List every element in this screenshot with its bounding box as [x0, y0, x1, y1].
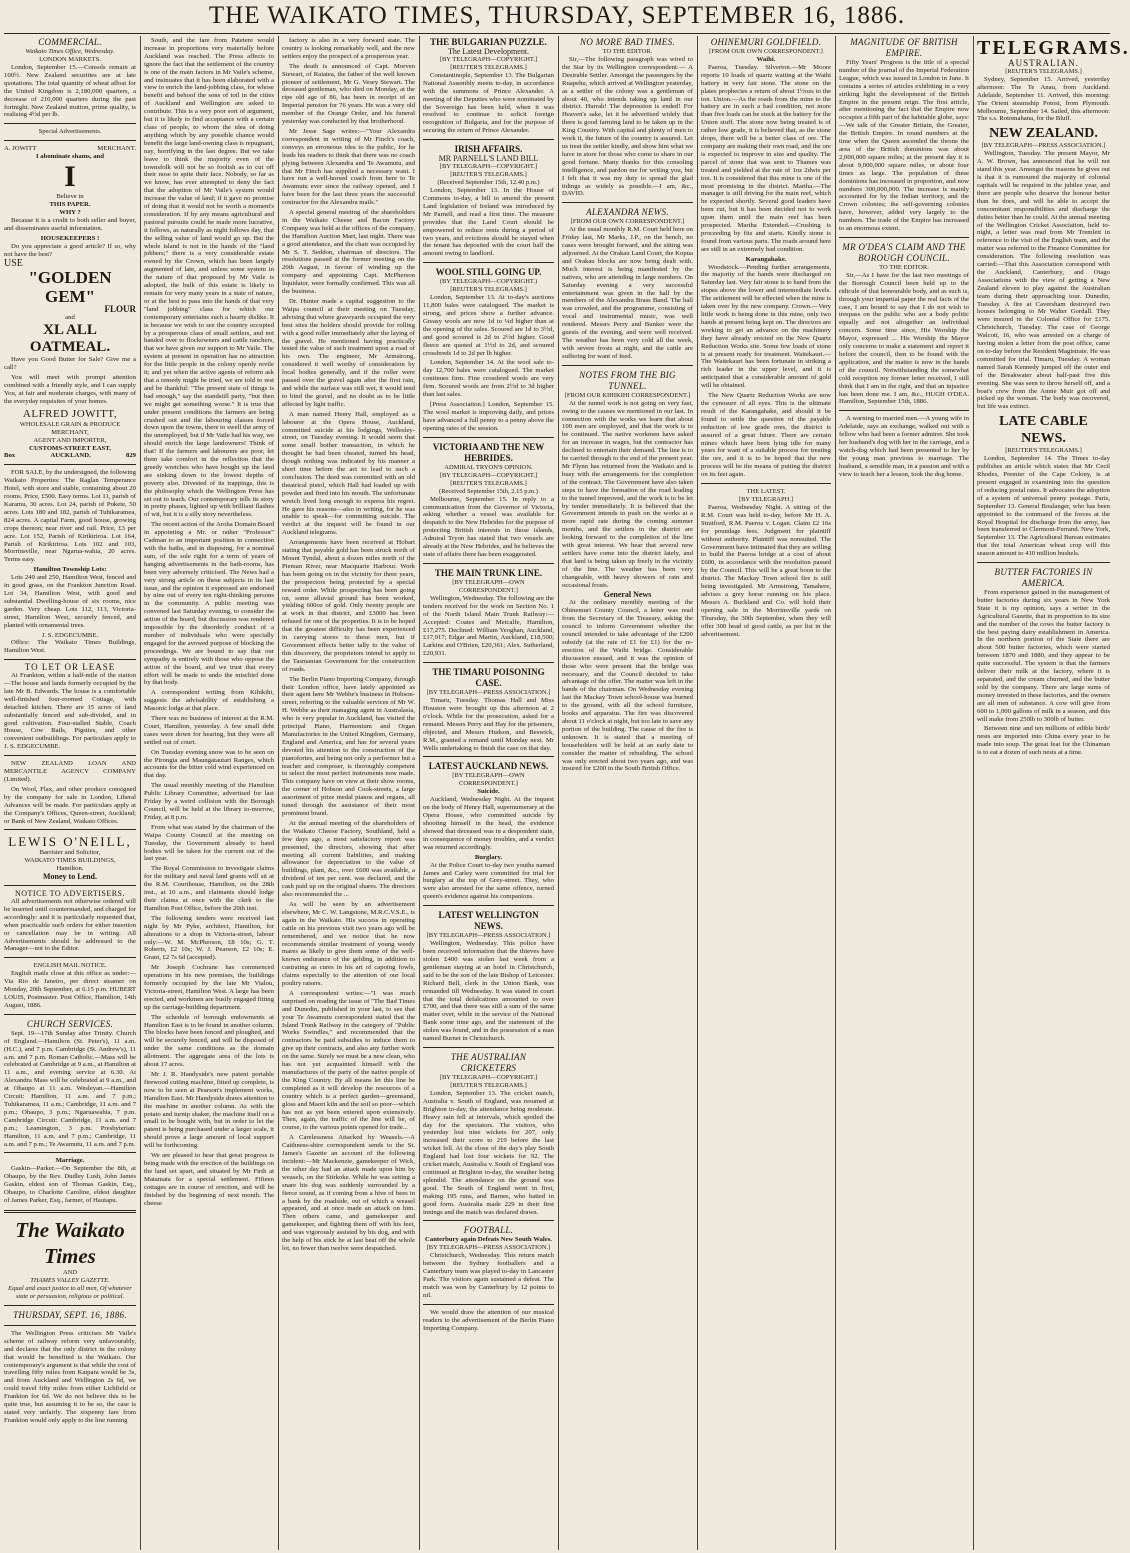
- divider: [4, 829, 136, 830]
- jesse-sage-letter: Mr Jesse Sage writes:—"Your Alexandra correspondent in writing of Mr Finch's coach, conveys an erroneous idea to the public, for he leads his readers to think that there was no coach plying between Alexandra and Te Awamutu, and that Mr Finch has supplied a necessary want. I have run a well-horsed coach from here to Te Awamutu ever since the railway opened, and I have been for the last three years the successful contractor for the Alexandra mails.": [282, 127, 415, 207]
- irish-heading: IRISH AFFAIRS.: [454, 144, 523, 155]
- customs-street: CUSTOMS-STREET EAST,: [29, 444, 111, 452]
- weasels-story: A Carelessness Attacked by Weasels.—A Caithness-shire correspondent sends to the St. James's Gazette an account of the following incident:—Mr Mackenzie, gamekeeper of Wick, the other day had an attack made upon him by weasels, on the Stirkoke. While he was setting a snare his dog was suddenly surrounded by a fierce sound, as if coming from a hive of bees in a bank by the roadside, out of which a weasel appeared, and at once made an attack on him. Then others came, and gamekeeper and gamekeeper, and fighting them off with his feet, and was vigorously assisted by his dog, and with the help of his stick he at last beat off the whole lot, no fewer than twelve were despatched.: [282, 1134, 415, 1252]
- why: WHY ?: [59, 208, 81, 216]
- late-cable-text: London, September 14. The Times to-day publishes an article which states that Mr Cecil Rhodes, Premier of the Cape Colony, is at present engaged in examining into the question of reducing postal rates. It advocates the adoption of a system of universal penny postage. Paris, September 13. General Boulanger, who has been appointed to the command of the forces at the Royal Hospital for discharge from the army, has been transferred to Clermont-Ferrand. New York, September 13. The Agricultural Bureau estimates that the total American wheat crop will this season amount to 410 million bushels.: [977, 455, 1110, 558]
- trunk-railway-letter: A correspondent writes:—"I was much surprised on reading the issue of "The Bad Times and Dunedin, published in your last, to see that your Te Awamutu correspondent stated that the Island Trunk Railway in the category of "Public Works Swindles," and recommended that the contractors be paid subsidies to induce them to give up their contracts, and also any further work on the same. Surely we must be a new clean, who has not yet acquainted himself with the manufactures of the party of the native people of the King Country. By all means let this line be completed as it will develop the resources of a country which is a perfect garden—greensand, gloss and Maori kiln and the soil so poor—which has not as yet been entered upon extensively. Then, again, the traffic of the line will be, of course, to the various points opened for trade...: [282, 989, 415, 1132]
- wool-by: (BY TELEGRAPH—COPYRIGHT.): [439, 278, 538, 286]
- bulgarian-by: [BY TELEGRAPH—COPYRIGHT.]: [439, 55, 538, 63]
- nz-text: Wellington, Tuesday. The present Mayor, Mr A. W. Brown, has announced that he will not stand this year. Amongst the reasons he gives out is that it is rumoured the majority of colonial capitals will be required in the jubilee year, and there are people who deserve the honour better than he does, and will be able to accept the concomitant responsibilities and discharge the duties better than he could. At the annual meeting of the Wellington Cricket Association, held to-night, a letter was read from Mr Tremlett in reference to the visit of the English team, and the matter was referred to the Finance Committee for consideration. The following resolution was carried:—That this Association correspond with the Auckland, Canterbury, and Otago Associations with the view of getting a New Zealand eleven to play against the Australian team during their approaching tour. Dunedin, Tuesday. A fire at Caversham destroyed two houses belonging to Mr Walter Gordall. They were insured in the Colonial Office for £175. Christchurch, Tuesday. The case of George Walcott, 16, who was arrested on a charge of having stolen a letter from the post office, came on to-day before the Resident Magistrate. He was committed for trial. Timaru, Tuesday. A woman named Sarah Kennedy jumped off the outer end of the Breakwater about half-past five this evening. She was seen to throw herself off, and a boat's crew from the Annie Muir got off and picked up the woman. The body was recovered, but life was extinct.: [977, 150, 1110, 411]
- cochrane: Mr Joseph Cochrane has commenced operations in his new premises, the buildings formerly occupied by the late Mr Vialou, Victoria-street, Hamilton West. A large has been erected, and workmen are busily engaged fitting up the carriage-building department.: [144, 964, 274, 1011]
- cheese-annual-meeting: At the annual meeting of the shareholders of the Waikato Cheese Factory, Southland, held a few days ago, a most satisfactory report was presented, the directors, showing that after meeting all current liabilities, and making allowance for depreciation to the value of buildings, plant, &c., over £600 was available, a dividend of ten per cent. was declared, and the cash paid up on the original shares. The directors also recommended the ...: [282, 819, 415, 899]
- alexandra-heading: ALEXANDRA NEWS.: [586, 207, 669, 218]
- odea-heading: MR O'DEA'S CLAIM AND THE BOROUGH COUNCIL.: [842, 241, 966, 263]
- column-7: [839, 37, 969, 1549]
- notes-by: [FROM OUR KIHIKIHI CORRESPONDENT.]: [564, 391, 691, 399]
- divider: [423, 662, 554, 663]
- waipa-council: From what was stated by the chairman of the Waipa County Council at the meeting on Tuesday, the Government already to hand bodies will be taken for the current out of the last year.: [144, 823, 274, 863]
- divider: [423, 756, 554, 757]
- divider: [4, 1325, 136, 1326]
- housekeepers: HOUSEKEEPERS !: [40, 234, 100, 242]
- cricket-by: [BY TELEGRAPH—COPYRIGHT.]: [439, 1073, 538, 1081]
- cricket-text: London, September 13. The cricket match, Australia v. South of England, was resumed at Brighton to-day, the attendance being moderate. Heavy rain fell at intervals, which spoiled the day for the spectators. The visitors, who yesterday lost nine wickets for 207, only increased their score to 219 before the last wicket fell. At the close of the day's play South England had lost four wickets for 92. The cricket match, Australia v. South of England was continued at Brighton to-day, the weather being splendid. The attendance on the ground was good. The South of England went in first, making 195 runs, and Barnes, who batted in good form. Australia made 229 in their first innings and the match was declared drawn.: [423, 1089, 554, 1216]
- football-by: [BY TELEGRAPH—PRESS ASSOCIATION.]: [426, 1244, 551, 1252]
- column-rule: [558, 36, 559, 1550]
- mail-heading: ENGLISH MAIL NOTICE.: [33, 962, 107, 970]
- late-cable-agency: [REUTER'S TELEGRAMS.]: [1005, 447, 1082, 455]
- tryon-text: Melbourne, September 15. In reply to a communication from the Governor of Victoria, asking whether a vessel was available for despatch to the New Hebrides for the purpose of protecting British interests in those islands, Admiral Tryon has stated that two vessels are already at the New Hebrides, and he believes the state of affairs there has been exaggerated.: [423, 495, 554, 558]
- box-number: 829: [125, 452, 136, 460]
- parnell-received: (Received September 15th, 12.40 p.m.): [437, 179, 540, 187]
- divider: [4, 123, 136, 124]
- divider: [423, 139, 554, 140]
- aroha-domain: The recent action of the Aroha Domain Board in appointing a Mr. or rather "Professor" Cadman to an important position in connection with the baths, and in disposing, for a nominal sum, of the sole right for a term of years of hanging advertisements in the bath-rooms, has been very adversely criticised. The News had a very strong article on these subjects in its last issue, and the opinion it expressed are endorsed by nine out of every ten right-thinking persons in the community. A public meeting was convened last Saturday evening, to consider the action of the board, but discussion was rendered impossible by the disorderly conduct of a number of individuals who were specially engaged for the avowed purpose of blocking the proceedings. We are bound to say that our sympathy is entirely with those who oppose the action of the board, and we trust that every effort will be made to undo the mischief done by that body.: [144, 521, 274, 687]
- butter-factories-heading: BUTTER FACTORIES IN AMERICA.: [994, 567, 1093, 589]
- column-6: [701, 37, 831, 1549]
- australian-heading: AUSTRALIAN.: [1008, 58, 1079, 68]
- divider: [4, 1210, 136, 1213]
- masthead-title: THE WAIKATO TIMES, THURSDAY, SEPTEMBER 16, 1886.: [208, 2, 906, 29]
- divider: [423, 1220, 554, 1221]
- column-2: [144, 37, 274, 1549]
- masthead-rule: [4, 33, 1110, 34]
- paper-name: The Waikato Times: [15, 1217, 125, 1268]
- wool-text-3: [Press Association.] London, September 15. The wool market is improving daily, and prices have advanced a full penny to a penny above the opening rates of the session.: [423, 401, 554, 432]
- odea-text: Sir,—As I have for the last two meetings of the Borough Council been held up to the ridicule of that honourable body, and as such is, through your impartial paper the real facts of the case, I am bound to say that I do not wish to trespass on the public who are a body politic equally and not altogether an individual concern. Some time since, His Worship the Mayor, expressed ... His Worship the Mayor only concerns to make a statement and report it before the council, then to be found with the application, and the matter is now in the hands of the council. Notwithstanding the somewhat cold reception my former letter received, I still think that I am in the right, and that an injustice has been done me. I am, &c., HUGH O'DEA. Hamilton, September 15th, 1886.: [839, 271, 969, 406]
- warning-text: A warning to married men.—A young wife in Adelaide, says an exchange, walked out with a fellow who had been a former admirer. She took her husband's dog with her in the carriage, and a watch-dog which had been presented to her by the young man previous to marriage. The husband, a sensible man, in a passion and with a view to teach her a lesson, took the dog home.: [839, 415, 969, 478]
- timaru-text: Timaru, Tuesday. Thomas Hall and Miss Houston were brought up this afternoon at 2 o'clock. While for the prosecution, asked for a remand. Messrs Perry and Hay for the prisoners, objected, and Messrs Hudson, and Beswick, R.M., granted a remand until Monday next. Mr Wells undertaking to finish the case on that day.: [423, 697, 554, 752]
- this-paper: THIS PAPER.: [49, 201, 91, 209]
- general-heading: General News: [603, 590, 652, 600]
- hamilton-lots-text: Lots 249 and 250, Hamilton West, fenced and in good grass, on the Frankton Junction Road. Lot 34, Hamilton West, with good and substantial Dwelling-house of six rooms, nice garden. Very cheap. Lots 112, 113, Victoria-street, Hamilton West, securely fenced, and planted with ornamental trees.: [4, 574, 136, 629]
- timaru-heading: THE TIMARU POISONING CASE.: [432, 667, 545, 689]
- jowitt-line: I abominate shams, and: [35, 153, 104, 161]
- lewis-oneill: LEWIS O'NEILL,: [8, 834, 132, 850]
- ohinemuri-by: [FROM OUR OWN CORRESPONDENT.]: [709, 48, 823, 55]
- magnitude-heading: MAGNITUDE OF BRITISH EMPIRE.: [850, 37, 958, 58]
- latest-by: [BY TELEGRAPH.]: [738, 496, 794, 504]
- kihikihi-lodge: A correspondent writing from Kihikihi, suggests the advisability of establishing a Masonic lodge at that place.: [144, 689, 274, 713]
- divider: [423, 1047, 554, 1048]
- suicide-text: Auckland, Wednesday Night. At the inquest on the body of Henry Hall, supernumerary at the Opera House, who committed suicide by shooting himself in the head, the evidence showed that deceased was in a despondent state, in consequence of money troubles, and a verdict was returned accordingly.: [423, 796, 554, 851]
- flour-label: FLOUR: [104, 304, 136, 315]
- jowitt-name: A. JOWITT: [4, 145, 37, 153]
- magnitude-text: Fifty Years' Progress is the title of a special number of the journal of the Imperial Federation League, which was issued in London in June. It contains a series of articles exhibiting in a very striking light the development of the British Empire in the present reign. The first article, after mentioning the fact that the Empire now occupies a fifth part of the habitable globe, says:—We talk of the Greater Britain, the Greater, the British Empire. In round numbers at the time when the Queen ascended the throne the area of the British dominions was about 2,000,000 square miles; at the present day it is about 9,000,000 square miles, or about four times as large. The population of these dominions has increased in proportion, and now numbers 300,000,000. The increase is mainly accounted for by the Indian territory, and the Crown colonies; the self-governing colonies have, however, added very largely to the numbers. The trade of the Empire has increased to an enormous extent.: [839, 59, 969, 233]
- trunk-by: [BY TELEGRAPH—OWN CORRESPONDENT.]: [452, 578, 525, 594]
- wellington-text: Wellington, Wednesday. This police have been received information that the thieves have stolen £400 was stolen last week from a gentleman staying at an hotel in Christchurch, said to be the son of the late Bishop of Leicester. Richard Bell, clerk in the Union Bank, was remanded till Wednesday. It was stated in court that the total defalcations amounted to over £700, and that there was still a sum of the same matter over, while in the service of the National Bank some time ago, and the statement of the stolen was found, and in the possession of a man named Burnet in Christchurch.: [423, 940, 554, 1043]
- divider: [4, 140, 136, 141]
- commercial-dateline: Waikato Times Office, Wednesday.: [25, 48, 115, 55]
- timaru-by: [BY TELEGRAPH—PRESS ASSOCIATION.]: [426, 689, 551, 697]
- burglary-sub: Burglary.: [474, 853, 503, 861]
- editorial-text: The Wellington Press criticises Mr Vaile's scheme of railway reform very unfavourably, and declares that the only district in the colony that would be benefited is the Waikato. Our contemporary's argument is that while the cost of travelling fifty miles from Kaipara would be 3s, and from Auckland and Wellington 2s 6d, we could travel fifty miles from either Lichfield or Frankton for 6d. We do not believe this to be quite true, but assuming it to be so, the case is stated very unfairly. The sixpenny fare from Frankton would only apply to the line running: [4, 1329, 136, 1424]
- to-let-heading: TO LET OR LEASE: [24, 662, 116, 673]
- box-line: [4, 452, 136, 460]
- waihi-sub: Waihi.: [756, 56, 776, 63]
- column-rule: [973, 36, 974, 1550]
- divider: [839, 410, 969, 411]
- borough-endowments: The schedule of borough endowments at Hamilton East is to be found in another column. The blocks have been fenced and ploughed, and will be securely fenced, and will be disposed of under the same conditions as the domain allotment. The aggregate area of the lots is about 17 acres.: [144, 1013, 274, 1069]
- divider: [977, 562, 1110, 563]
- nz-loan-text: On Wool, Flax, and other produce consigned by the company for sale in London, Liberal Advances will be made. For particulars apply at the Company's Offices, Queen-street, Auckland; or Bank of New Zealand, Waikato Offices.: [4, 785, 136, 825]
- marriage-heading: Marriage.: [55, 1157, 85, 1165]
- special-meeting: A special general meeting of the shareholders in the Waikato Cheese and Bacon Factory Company was held at the offices of the company, the Hamilton Auction Mart, last night. There was a good attendance, and the chair was occupied by Mr S. T. Seddon, chairman of directors. The resolutions passed at the former meeting on the 20th August, in favour of winding up the company and appointing Capt. McPherson liquidator, were formally confirmed. This was all the business.: [282, 209, 415, 296]
- edgecumbe-sig: J. S. EDGECUMBE.: [41, 631, 99, 639]
- nz-heading: NEW ZEALAND.: [989, 126, 1098, 142]
- no-more-text: Sir,—The following paragraph was wired to the Star by its Wellington correspondent:— A Desirable Settler. Amongst the passengers by the Ruapehu, which arrived at Wellington yesterday, as a settler of the colony was a gentleman of about 40, who intends taking up land in our district. Hurrah! The depression is ended! For Heaven's sake, let it be advertised widely that there is good farming land to be taken up in the King Country. With capital and plenty of men to work it, the future of the country is assured. Let us treat the settler kindly, and show him what we have in store for those who come to share in our good fortune. Many thanks for this consoling intelligence, and pardon me for writing you, but I felt that it was my duty to spread the glad tidings as widely as possible.—I am, &c., DAVID.: [562, 56, 693, 198]
- waihi-text: Paeroa, Tuesday. Silverton.—Mr Moore reports 10 loads of quartz waiting at the Waihi battery in very fair stone. The stone on the plates prophecies a return of about 1½ozs to the ton. Union.—As the roads from the mine to the battery are in such a bad condition, not more than five loads can be stuck at the battery for the Union stuff. The stone now being treated is of rather low grade, it is believed that, as the stone drops, there will be a better class of ore. The company are making their own road, and the ore is expected to improve in size and quality. The parcel of stone that was sent to Thames was treated and yielded at the rate of 1oz 2dwts per ton. It is considered that this mine is one of the most promising in the district. Martha.—The manager is still driving for the main reef, which he expected shortly. Several good leaders have been cut, but it has been decided not to work upon them until the main reef has been prospected. Martha Extended.—Crushing is proceeding by fits and starts. Kindly stone is found from various parts. The roads around here are still in an extremely bad condition.: [701, 63, 831, 253]
- no-more-heading: NO MORE BAD TIMES.: [580, 37, 675, 47]
- cricket-agency: [REUTER'S TELEGRAMS.]: [450, 1081, 527, 1089]
- column-3: [282, 37, 415, 1549]
- divider: [839, 237, 969, 238]
- no-more-sub: TO THE EDITOR.: [602, 48, 653, 55]
- column-rule: [419, 36, 420, 1550]
- notes-heading: NOTES FROM THE BIG TUNNEL.: [579, 369, 676, 391]
- odea-sub: TO THE EDITOR.: [879, 263, 929, 271]
- snow-note: On Tuesday evening snow was to be seen on the Pirongia and Maungatautari Ranges, which accounts for the bitter cold wind experienced on that day.: [144, 748, 274, 780]
- agent-line: AGENT AND IMPORTER,: [33, 436, 107, 444]
- alexandra-by: [FROM OUR OWN CORRESPONDENT.]: [570, 218, 685, 226]
- tryon-heading: ADMIRAL TRYON'S OPINION.: [444, 463, 533, 471]
- divider: [562, 365, 693, 366]
- parnell-heading: MR PARNELL'S LAND BILL: [438, 154, 539, 164]
- church-heading: CHURCH SERVICES.: [26, 1018, 114, 1029]
- football-sub: Canterbury again Defeats New South Wales.: [425, 1236, 552, 1244]
- karangahake-sub: Karangahake.: [745, 255, 787, 263]
- australian-agency: [REUTER'S TELEGRAMS.]: [1005, 67, 1082, 75]
- parnell-text: London, September 13. In the House of Commons to-day, a bill to amend the present Land legislation of Ireland was introduced by Mr Parnell, and read a first time. The measure provides that the Land Court should be empowered to reduce rents during a period of two years, and evictions should be stayed when the tenant has deposited with the court half the amount owing to landlord.: [423, 187, 554, 258]
- housekeepers-text: Do you appreciate a good article? If so, why not have the best?: [4, 242, 136, 258]
- column-rule: [835, 36, 836, 1550]
- use-label: USE: [4, 258, 23, 270]
- telegrams-heading: TELEGRAMS.: [977, 37, 1130, 59]
- nz-by: [BY TELEGRAPH—PRESS ASSOCIATION.]: [981, 142, 1106, 150]
- special-ads-heading: Special Advertisements.: [38, 128, 102, 136]
- auckland-heading: LATEST AUCKLAND NEWS.: [428, 761, 549, 772]
- berlin-piano: The Berlin Piano Importing Company, through their London office, have lately appointed as their agent here Mr Webbe's business in Hobson-street, referring to the valuable services of Mr W. H. Webbe as their managing agent in Australasia, who is very popular in Auckland, has visited the principal Piano, Harmonium and Organ Manufactories in the United Kingdom, Germany, England and America, and has for several years devoted his attention to the construction of the pianofortes, and being not only a performer but a teacher and composer, is thoroughly competent to select the most perfect instruments now made. This company have on view at their show rooms, the corner of Hobson and Cook-streets, a large assortment of prize medal pianos and organs, all tuned through the assistance of their most prominent brand.: [282, 675, 415, 817]
- commercial-heading: COMMERCIAL.: [38, 37, 102, 47]
- butter-factories-text: From experience gained in the management of butter factories during six years in New York State it is my opinion, says a writer in the Agricultural Gazette, that in proportion to its size and the number of the cows the butter factory is the best paying dairy establishment in America. In the northern portion of the State there are about 500 butter factories, which were started between 1870 and 1880, and they appear to be quite successful. The system is that the farmers deliver their milk at the factory, where it is separated, and the cream churned, and the butter sold by the company. There are large sums of money invested in these factories, and the owners are all men of substance. A cow will give from 600 to 1,000 gallons of milk in a season, and this will make from 250lb to 300lb of butter.: [977, 589, 1110, 723]
- divider: [423, 905, 554, 906]
- hamilton-lots-head: Hamilton Township Lots:: [33, 566, 107, 574]
- wool-agency: [REUTER'S TELEGRAMS.]: [450, 286, 527, 294]
- golden-gem: "GOLDEN GEM": [28, 268, 112, 307]
- divider: [562, 202, 693, 203]
- birds-nests-text: Between nine and ten millions of edible birds' nests are imported into China every year to be made into soup. The great feat for the Chinaman is to eat a dozen of such nests at a time.: [977, 725, 1110, 757]
- column-rule: [278, 36, 279, 1550]
- cheese-factory-continued: factory is also in a very forward state. The country is looking remarkably well, and the new settlers enjoy the prospect of a prosperous year.: [282, 37, 415, 60]
- paper-and: AND: [62, 1268, 78, 1276]
- lewis-town: Hamilton.: [56, 865, 84, 873]
- karangahake-text: Woodstock.—Pending further arrangements, the majority of the hands were discharged on Saturday last. Very fair stone is to hand from the stopes above the lower and intermediate levels. The settlement will be effected when the mine is taken over by the new company. Crown.—Very little work is being done in this mine, only two hands at present being kept on. The directors are working to get an advance on the machinery they have already erected on the New Quartz Reduction Works site. Some few loads of stone is at present ready for treatment. Waitekauri.—The Waitekauri has been fortunate in striking a rich leader in the upper level, and it is anticipated that a considerable amount of gold will be obtained.: [701, 263, 831, 390]
- alexandra-text: At the usual monthly R.M. Court held here on Friday last, Mr Marks, J.P., on the bench, no cases were brought forward, and the sitting was adjourned. At the Orakau Land Court, the Kopua and Orakau blocks are now being dealt with. Much interest is being manifested by the natives, who are attending in large numbers. On Saturday evening a very successful entertainment was given in the hall by the members of the Alexandra Brass Band. The hall was crowded, and the programme, consisting of vocal and instrumental music, was well rendered. Messrs Perry and Bunker were the guests of the evening, and were well received. The weather has been very cold all the week, with severe frosts at night, and the cattle are suffering for want of feed.: [562, 226, 693, 360]
- matamata-settlement: We are pleased to hear that great progress is being made with the erection of the buildings on the land set apart, and situated by Mr Firth at Matamata for a special settlement. Fifteen cottages are in course of erection, and will be finished by the beginning of next month. The cheese: [144, 1152, 274, 1207]
- to-let-text: At Frankton, within a half-mile of the station—The house and lands formerly occupied by the late Mr B. Edwards. The house is a comfortable well-finished four-roomed Cottage, with detached kitchen. There are 15 acres of land substantially fenced and sub-divided, and in good cultivation. Four-stalled Stable, Coach House, Cow Bails, Pigsties, and other convenient outbuildings. For particulars apply to J. S. EDGECUMBE.: [4, 672, 136, 751]
- divider: [4, 659, 136, 660]
- divider: [423, 1304, 554, 1305]
- mail-text: English mails close at this office as under:—Via Rio de Janeiro, per direct steamer on Monday, 20th September, at 6.15 p.m. HUBERT LOUIS, Postmaster. Post Office, Hamilton, 14th August, 1886.: [4, 970, 136, 1009]
- commercial-text: London, September 15.—Consols remain at 100½. New Zealand securities are at late quotations. The total quantity of wheat afloat for the United Kingdom is 2,180,000 quarters, a decrease of 210,000 quarters during the past fortnight. New Zealand mutton, prime quality, is realising 4½d per lb.: [4, 64, 136, 119]
- column-8: [977, 37, 1130, 1549]
- editorial-date: THURSDAY, SEPT. 16, 1886.: [13, 1309, 127, 1320]
- tryon-received: (Received September 15th, 2.15 p.m.): [439, 487, 538, 495]
- late-cable-heading: LATE CABLE NEWS.: [999, 414, 1088, 447]
- divider: [4, 957, 136, 958]
- trunk-text: Wellington, Wednesday. The following are the tenders received for the work on Section No. 1 of the North Island Main Trunk Railway:—Accepted: Coates and Metcalfe, Hamilton, £17,275. Declined: William Yeoghan, Auckland, £17,917; Edgar and Martin, Auckland, £18,500; Larkins and O'Brien, £20,361; Alex. Sutherland, £20,931.: [423, 594, 554, 658]
- football-heading: FOOTBALL.: [463, 1225, 514, 1236]
- jowitt-header: [4, 145, 136, 153]
- wholesale-line: WHOLESALE GRAIN & PRODUCE MERCHANT,: [19, 420, 121, 436]
- auckland-by: [BY TELEGRAPH—OWN CORRESPONDENT.]: [452, 772, 525, 788]
- closing-note: We would draw the attention of our musical readers to the advertisement of the Berlin Piano Importing Company.: [423, 1308, 554, 1332]
- column-1: [4, 37, 136, 1549]
- ohinemuri-heading: OHINEMURI GOLDFIELD.: [710, 37, 822, 47]
- paper-sub: THAMES VALLEY GAZETTE.: [30, 1276, 110, 1284]
- commercial-subhead: LONDON MARKETS.: [39, 56, 101, 63]
- general-text: At the ordinary monthly meeting of the Ohinemuri County Council, a letter was read from the Secretary of the Treasury, asking the council to inform Government whether the council intended to take advantage of the £200 subsidy (at the rate of £1 for £1) for the re-erection of the Waihi bridge. Considerable discussion ensued, and it was the opinion of those who were present that the bridge was necessary, and the Council decided to take advantage of the offer. The matter was left in the hands of the chairman. On Wednesday evening last the Mackay Town school-house was burned to the ground, with all the school furniture, books and apparatus. The fire was discovered about 11 o'clock at night, but too late to save any portion of the building. The cause of the fire is unknown. It is stated that a meeting of householders will be held at an early date to consider the matter of rebuilding. The school was only erected about two years ago, and was insured for £200 in the South British Office.: [562, 599, 693, 773]
- column-4: [423, 37, 554, 1549]
- wool-text: London, September 13. At to-day's auctions 11,800 bales were catalogued. The market is strong, and prices show a further advance. Greasy wools are now 1d to ¼d higher than at the opening of the sales. Scoured are 1d to 3½d, and good scoured is 2d to 2½d higher. Good fleece are quoted at 1½d to 2d, and scoured crossbreds 1d to 2d per lb higher.: [423, 294, 554, 357]
- xl-oatmeal: XL ALL OATMEAL.: [29, 322, 111, 356]
- latest-text: Paeroa, Wednesday Night. A sitting of the R.M. Court was held to-day, before Mr H. A. Stratford, R.M. Paeroa v. Logan. Claim £2 16s for poundage fees. Judgment for plaintiff without authority. Plaintiff was nonsuited. The Government have intimated that they are willing to build the Paeroa bridge at a cost of about £600, in accordance with the resolution passed by the Council. This will be a great boon to the district. The Mackay Town school fire is still being investigated. Mr Armstrong, Tamahere, advises a grey horse running on his place. Messrs A. Buckland and Co. will hold their opening sale in the Morrinsville yards on Thursday, the 30th September, when they will offer 300 head of good cattle, as per list in the advertisement.: [701, 504, 831, 638]
- box-label: Box: [4, 452, 16, 460]
- notes-text: At the tunnel work is not going on very fast, owing to the causes we mentioned in our last. In connection with the works we learn that about 100 men are employed, and that the work is to be continued. The native workmen have asked for an increase in wages, but the contractor has declined to entertain their demand. The line is to be carried through to the end of the present year. Mr Flynn has returned from the Waikato and is busy with the arrangements for the completion of the contract. The Government have also taken steps to have the formation of the road leading to the tunnel improved, and the work is to be let by tender immediately. It is believed that the Government intends to push on the works at a more rapid rate during the coming summer months, and the settlers in the district are looking forward to the completion of the line with great interest. We hear that several new settlers have come into the district lately, and that land is being taken up freely in the vicinity of the line. The weather has been very changeable, with heavy showers of rain and occasional frosts.: [562, 399, 693, 589]
- handyside-machine: Mr J. R. Handyside's new patent portable firewood cutting machine, fitted up complete, is now to be seen at Pearson's implement works, Hamilton East. Mr Handyside draws attention to the machine in another column. As with the potato and turnip shaker, the machine itself on a small to be bought with, but in order to let the patent is being purchased under a larger scale, it should prove a large amount of local support will be forthcoming.: [144, 1071, 274, 1150]
- bulgarian-text: Constantinople, September 13. The Bulgarian National Assembly meets to-day, in accordance with the summons of Prince Alexander. A meeting of the Deputies who were nominated by the Sovereign has been held, when it was resolved to continue to solicit foreign recognition of Bulgaria, and for the purpose of securing the return of Prince Alexander.: [423, 71, 554, 135]
- money-to-lend: Money to Lend.: [43, 872, 97, 882]
- burglary-text: At the Police Court to-day two youths named James and Carley were committed for trial for burglary at the top of Grey-street. They, who were also arrested for the same offence, turned queen's evidence against his companions.: [423, 861, 554, 901]
- wool-heading: WOOL STILL GOING UP.: [435, 267, 542, 278]
- good-butter: Have you Good Butter for Sale? Give me a call?: [4, 356, 136, 372]
- paper-motto: Equal and exact justice to all men, Of whatever state or persuasion, religious or political.: [8, 1284, 132, 1300]
- marriage-text: Gaskin—Parker.—On September the 8th, at Ohaupo, by the Rev. Dudley Lush, John James Gaskin, eldest son of Thomas Gaskin, Esq., Ohaupo, to Charlotte Caroline, eldest daughter of James Parker, Esq., farmer, of Hautapu.: [4, 1165, 136, 1204]
- divider: [4, 885, 136, 886]
- australian-text: Sydney, September 15. Arrived, yesterday afternoon: The Te Anau, from Auckland. Adelaide, September 11. Arrived, this morning: The Orient steamship Potosi, from Plymouth. Melbourne, September 14. Sailed, this afternoon: The s.s. Rotomahana, for the Bluff.: [977, 75, 1110, 123]
- butter-text: You will meet with prompt attention combined with a friendly style, and I can supply You, at fair and moderate charges, with many of the everyday requisites of your homes.: [4, 373, 136, 405]
- barrister: Barrister and Solicitor,: [39, 849, 101, 857]
- divider: [423, 563, 554, 564]
- believe-in: Believe in: [56, 193, 84, 201]
- divider: [423, 437, 554, 438]
- nz-loan-heading: NEW ZEALAND LOAN AND MERCANTILE AGENCY COMPANY (Limited).: [4, 760, 136, 783]
- new-quartz-text: The New Quartz Reduction Works are now the cynosure of all eyes. This is the ultimate result of the Karangahake, and should it be found to settle the question of the payable reduction of low grade ores, the district is assured of a great future. There are certain mines which have been lying idle for many years for want of a suitable process for treating the ore, and it is to be hoped that the new process will be the means of putting the district on its feet again.: [701, 392, 831, 479]
- column-5: [562, 37, 693, 1549]
- langstone-notice: As will be seen by an advertisement elsewhere, Mr C. W. Langstone, M.R.C.V.S.E., is again in the Waikato. His success in operating cattle on his previous visit two years ago will be remembered, and we notice that he now recommends similar treatment of young weedy mares as likely to give them some of the well-known endurance of the gelding, in addition to castrating as cures in his art of capoing fowls, claims especially to the attention of our local poultry raisers.: [282, 900, 415, 988]
- divider: [701, 483, 831, 484]
- tryon-agency: [REUTER'S TELEGRAMS.]: [450, 479, 527, 487]
- wool-text-2: London, September 14. At the wool sale to-day 12,700 bales were catalogued. The market continues firm. Fine crossbred wools are very firm. Scoured wools are from 2½d to 3d higher than last sales.: [423, 359, 554, 399]
- editorial-continued: South, and the fare from Patetere would increase in proportions very materially before Auckland was reached. The Press affects to ignore the fact that the settlement of the country is one of the main factors in Mr Vaile's scheme, and insinuates that it has been elaborated with a view to enrich the land-jobbing class, for whose benefit and behoof the sons of toil in the cities of Auckland and Wellington are asked to contribute. This is a very poor sort of argument, but it is likely to find acceptance with a certain class of people, to whom the idea of doing anything which by any possible chance would benefit the large land-owning class is repugnant, nay, horrifying in the last degree. But we take leave to think the majority even of the townsfolk will not be so foolish as to cut off their nose to spite their face. Nobody, so far as we know, has ever attempted to deny the fact that the adoption of Mr Vaile's system would increase the value of land; if it gave no promise of doing that it would not be worth a moment's consideration. If by any means agricultural and pastoral pursuits could be made more lucrative, it follows, as naturally as night follows day, that the selling value of land would go up. But the whole island is not in the hands of the "land jobbers;" there is a very considerable estate owned by the Crown, which has been largely augmented of late, and unless some system in the nature of that proposed by Mr Vaile is adopted, the bulk of this estate is likely to remain for very many years in a state of nature, or at the best to pass into the hands of that very "land jobbing" class for which our contemporary entertains such a hearty dislike. It is because we wish to see the country occupied by a prosperous class of small settlers, and not handed over to flockowners and cattle ranchers, that we have given our support to Mr Vaile. The system at present in operation has no attraction for the little people in the colony openly revile it; and yet when the active agents of reform ask that a remedy might be tried, we are told to rest and be thankful: "The present state of things is bad enough," say the standstill party, "but then we might get something worse." It is true that under present conditions the farmers are being crushed out and the labouring classes forced down upon the towns, there to swell the army of the unemployed, but if Mr Vaile had his way, we should enrich the large landowners! Think of that! If the farmers and labourers are poor, let them take comfort in the reflection that the greedy wretches who have bought up the land are sinking down to the lowest depths of poverty also. Divested of its trappings, this is the philosophy which the Wellington Press has set out to teach. Our contemporary tells its story in pretty phases, lighted up with brilliant flashes of wit, but it is a silly story nevertheless.: [144, 37, 275, 519]
- auckland-label: AUCKLAND.: [50, 452, 91, 460]
- big-letter-i: I: [64, 160, 76, 194]
- hobart-gold: Arrangements have been received at Hobart stating that payable gold has been struck north of Mount Tyndal, about a dozen miles north of the Pieman River, near Macquarie Harbour. Work has been going on in the vicinity for three years, the prospectors being protected by a special reward order. While prospecting has been going on, some alluvial ground has been worked, yielding 600oz of gold. Only twenty people are at work in that district, and £3000 has been refused for one of the properties. It is to be hoped that the greatest difficulty has been experienced in carrying stores to these men, but if Government effects better tally to the value of this discovery, the proprietors intend to apply to the Tasmanian Government for the construction of roads.: [282, 539, 415, 673]
- and-label: and: [65, 314, 75, 322]
- divider: [4, 1305, 136, 1306]
- suicide-sub: Suicide.: [477, 788, 500, 796]
- cricket-heading: THE AUSTRALIAN CRICKETERS: [450, 1051, 527, 1073]
- wellington-heading: LATEST WELLINGTON NEWS.: [438, 910, 539, 932]
- notice-text: All advertisements not otherwise ordered will be inserted until countermanded, and charged for accordingly: and it is particularly requested that, when practicable such orders for either insertion or cancellation may be in writing. All Advertisements should be addressed to the Manager—not to the Editor.: [4, 897, 136, 953]
- edgecumbe-office: Office: The Waikato Times Buildings, Hamilton West.: [4, 639, 136, 655]
- divider: [4, 755, 136, 756]
- column-rule: [140, 36, 141, 1550]
- notice-heading: NOTICE TO ADVERTISERS.: [14, 889, 125, 899]
- trunk-heading: THE MAIN TRUNK LINE.: [434, 567, 543, 578]
- divider: [4, 1014, 136, 1015]
- column-rule: [697, 36, 698, 1550]
- church-text: Sept. 19—17th Sunday after Trinity. Church of England.—Hamilton (St. Peter's), 11 a.m. (H.C.), and 7 p.m. Cambridge (St. Andrew's), 11 a.m. and 7 p.m. Roman Catholic.—Mass will be celebrated at Cambridge at 9 a.m., at Hamilton at 11 a.m., and evening service at 6.30. At Alexandra Mass will be celebrated at 9 a.m., and at Ohaupo at 11 a.m. Wesleyan.—Hamilton Circuit: Hamilton, 11 a.m. and 7 p.m.; Tuhikaramea, 11 a.m.; Cambridge, 11 a.m. and 7 p.m.; Ohaupo, 3 p.m.; Ngaruawahia, 7 p.m. Cambridge Circuit: Cambridge, 11 a.m. and 7 p.m.; Leamington, 3 p.m. Presbyterian: Hamilton, 11 a.m. and 7 p.m.; Cambridge, 11 a.m. and 7 p.m.; Te Awamutu, 11 a.m. and 7 p.m.: [4, 1029, 136, 1148]
- rm-court: There was no business of interest at the R.M. Court, Hamilton, yesterday. A few small debt cases were down for hearing, but they were all settled out of court.: [144, 715, 274, 746]
- bulgarian-agency: [REUTER'S TELEGRAMS.]: [450, 63, 527, 71]
- alfred-jowitt: ALFRED JOWITT,: [22, 407, 118, 420]
- royal-commission: The Royal Commission to investigate claims for the military and naval land grants will sit at the R.M. Courthouse, Hamilton, on the 28th inst., at 10 a.m., and claimants should lodge their claims at once with the clerk to the Hamilton Post Office, before the 20th inst.: [144, 865, 274, 912]
- divider: [423, 262, 554, 263]
- lewis-office: WAIKATO TIMES BUILDINGS,: [24, 857, 116, 865]
- victoria-heading: VICTORIA AND THE NEW HEBRIDES.: [432, 441, 545, 463]
- hunter-suggestion: Dr. Hunter made a capital suggestion to the Waipa council at their meeting on Tuesday, advising that where graveyards occupied the very best sites the holders should provide for rolling with a good roller immediately after the laying of the gravel. He mentioned having practically tested the value of such treatment upon a road of his own. The engineer, Mr Armstrong, considered it well worthy of consideration by local bodies generally, and if the roller were passed over the gravel again after the first rain, and while the surface was still wet, it would tend to bind the gravel, and no doubt as to be little affected by light traffic.: [282, 298, 415, 408]
- tryon-by: [BY TELEGRAPH—COPYRIGHT.]: [439, 471, 538, 479]
- divider: [4, 464, 136, 465]
- parnell-agency: [REUTER'S TELEGRAMS.]: [450, 171, 527, 179]
- why-text: Because it is a credit to both seller and buyer, and disseminates useful information.: [4, 216, 136, 232]
- football-text: Christchurch, Wednesday. This return match between the Sydney footballers and a Canterbury team was played to-day in Lancaster Park. The visitors again sustained a defeat. The match was won by Canterbury by 12 points to nil.: [423, 1252, 554, 1299]
- tenders: The following tenders were received last night by Mr Pyke, architect, Hamilton, for alterations to a shop in Victoria-street, labour only:—W. M. McPherson, £8 10s; G. T. Roberts, £2 10s; W. J. Pearson, £2 10s; E. Grant, £2 7s 6d (accepted).: [144, 914, 274, 962]
- death-notice: The death is announced of Capt. Morven Stewart, of Raiatea, the father of the well known pioneer of settlement, Mr G. Vesey Stewart. The deceased gentleman, who died on Monday, at the ripe old age of 86, has been in receipt of an Imperial pension for 76 years. He was a very old member of the Orange Order, and his funeral yesterday was conducted by that brotherhood.: [282, 62, 415, 126]
- bulgarian-sub: The Latest Development.: [447, 47, 530, 56]
- for-sale-text: FOR SALE, by the undersigned, the following Waikato Properties: The Raglan Temperance Hotel, with store and stable, containing about 20 rooms. Price, £500. Easy terms. Lot 11, parish of Karamu, 30 acres. Lot 24, parish of Pukete, 50 acres. Lots 180 and 182, parish of Tuhikaramea, 824 acres. A capital Farm, good house, growing crops thereon; near river and rail. Price, £3 per acre. Lot 152, Parish of Kirikiriroa. Lot 164, Parish of Kirikiriroa. Lots 102 and 103, Morrinsville, near Ngarua-wahia, 20 acres. Terms easy.: [4, 469, 136, 564]
- latest-heading: THE LATEST.: [746, 488, 786, 496]
- bulgarian-heading: THE BULGARIAN PUZZLE.: [430, 37, 547, 47]
- parnell-by: [BY TELEGRAPH—COPYRIGHT.]: [439, 163, 538, 171]
- jowitt-role: MERCHANT.: [97, 145, 136, 153]
- divider: [4, 1152, 136, 1153]
- library-meeting: The usual monthly meeting of the Hamilton Public Library Committee, advertised for last Friday by a weird collision with the Borough Council, will be held at the library to-morrow, Friday, at 8 p.m.: [144, 782, 274, 821]
- wellington-by: [BY TELEGRAPH—PRESS ASSOCIATION.]: [426, 932, 551, 940]
- opera-house-suicide: A man named Henry Hall, employed as a labourer at the Opera House, Auckland, committed suicide at his lodgings, Wellesley-street, on Tuesday evening. It would seem that some small bother transaction, in which he thought he had been cheated, turned his head, though nothing was indicated by his manner a short time before the act to lead to such a conclusion. The deed was committed with an old theatrical pistol, which Hall had loaded up with powder and fired into his mouth. The unfortunate wretch lived long enough to express his regret. He gave his reasons—also in writing, for he was unable to speak—for committing suicide. The verdict at the inquest will be found in our Auckland telegrams.: [282, 410, 415, 537]
